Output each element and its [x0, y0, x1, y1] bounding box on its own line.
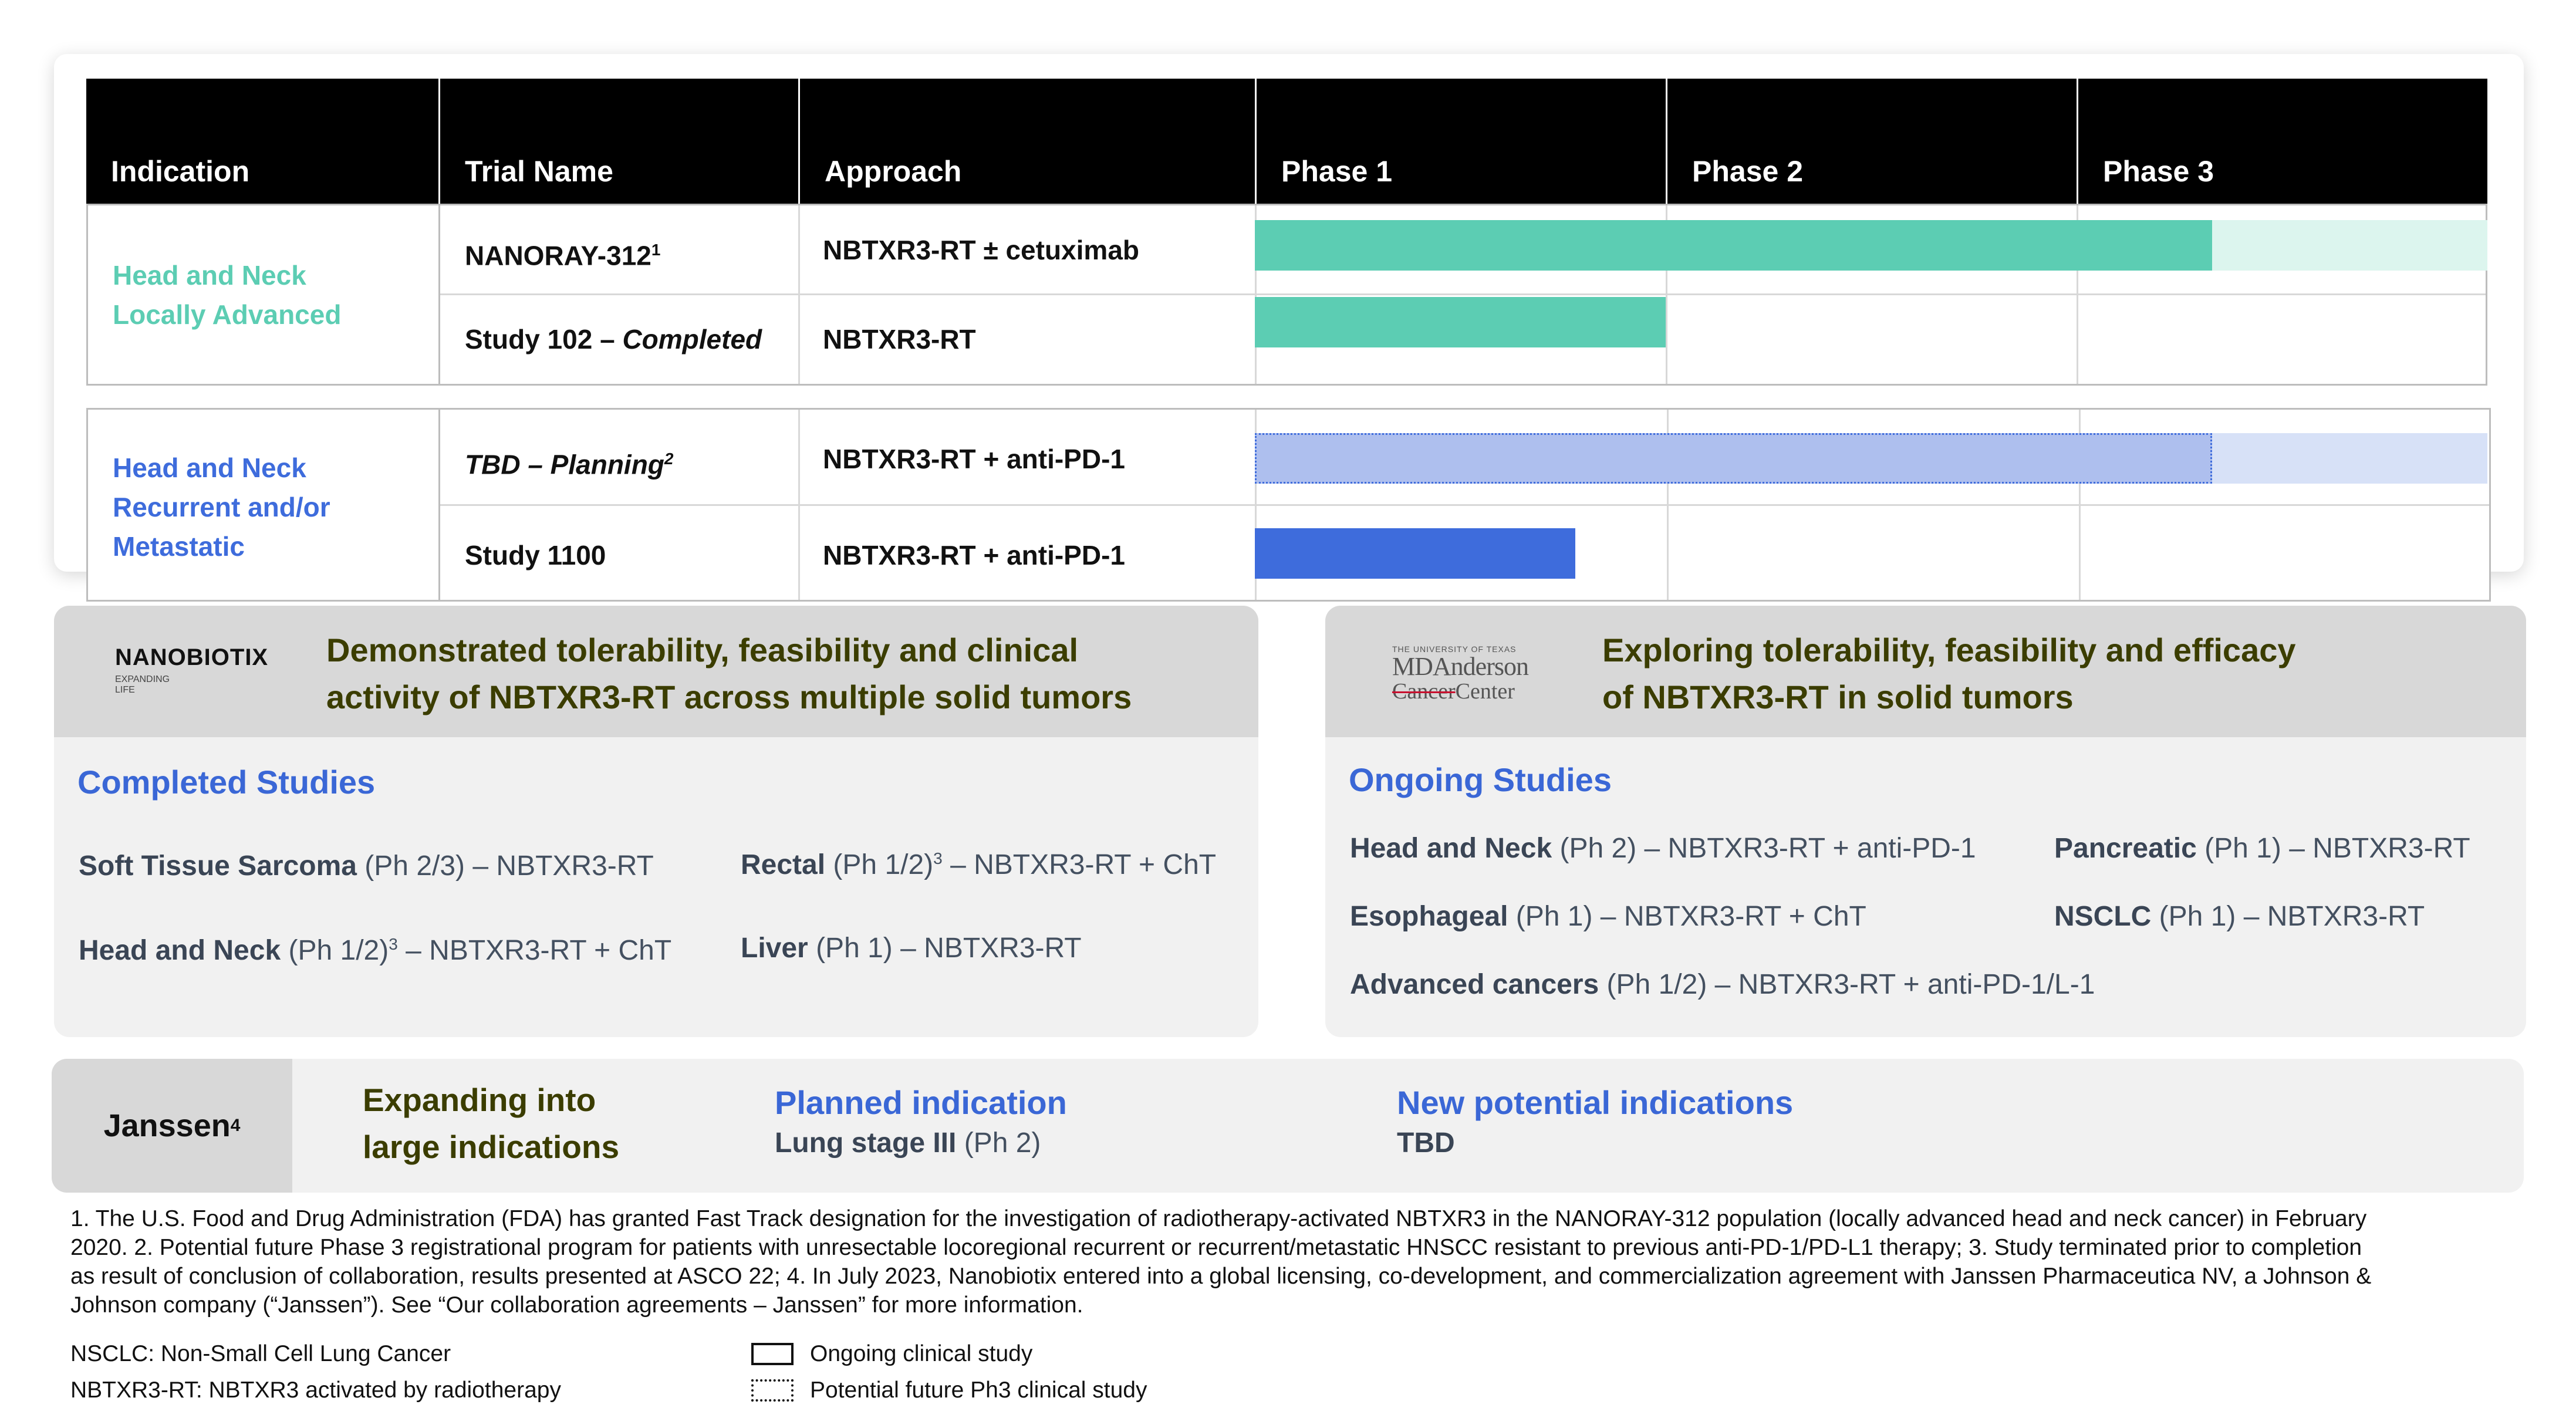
legend-solid-box-icon [751, 1343, 794, 1365]
indication-locally-advanced: Head and Neck Locally Advanced [113, 260, 342, 330]
trial-study-1100: Study 1100 [465, 540, 606, 570]
header-approach: Approach [825, 155, 962, 188]
bar-completed [1255, 297, 1666, 347]
indication-recurrent-metastatic: Head and Neck Recurrent and/or Metastatic [113, 453, 330, 562]
glossary-nbtxr3-rt: NBTXR3-RT: NBTXR3 activated by radiotherapy [70, 1378, 561, 1403]
planned-indication-title: Planned indication [775, 1084, 1067, 1121]
bar-potential-extension [2212, 433, 2487, 484]
bar-potential [1255, 433, 2212, 484]
planned-indication-value: Lung stage III (Ph 2) [775, 1127, 1041, 1159]
new-potential-indications-value: TBD [1397, 1127, 1455, 1159]
header-phase-2: Phase 2 [1692, 155, 1804, 188]
trial-tbd-planning: TBD – Planning$^2$ [465, 449, 674, 480]
legend-dotted-box-icon [751, 1379, 794, 1402]
header-trial-name: Trial Name [465, 155, 613, 188]
nanobiotix-headline: Demonstrated tolerability, feasibility and clinical activity of NBTXR3-RT across multiple solid tumors [326, 632, 1132, 715]
ongoing-studies-title: Ongoing Studies [1349, 761, 1612, 798]
header-phase-1: Phase 1 [1281, 155, 1393, 188]
study-soft-tissue-sarcoma: Soft Tissue Sarcoma (Ph 2/3) – NBTXR3-RT [79, 850, 654, 882]
study-advanced-cancers: Advanced cancers (Ph 1/2) – NBTXR3-RT + anti-PD-1/L-1 [1350, 969, 2095, 1000]
study-pancreatic: Pancreatic (Ph 1) – NBTXR3-RT [2054, 833, 2470, 864]
bar-ongoing [1255, 220, 2212, 271]
approach-tbd-planning: NBTXR3-RT + anti-PD-1 [823, 444, 1125, 474]
new-potential-indications-title: New potential indications [1397, 1084, 1794, 1121]
header-phase-3: Phase 3 [2103, 155, 2214, 188]
header-indication: Indication [111, 155, 250, 188]
janssen-label: Janssen 4 [52, 1059, 292, 1193]
footnotes: 1. The U.S. Food and Drug Administration (FDA) has granted Fast Track designation for the investigation of radiotherapy-activated NBTXR3 in the NANORAY-312 population (locally advanced head and neck cancer) in February 2020. 2. Potential future Phase 3 registrational program for patients with unresectable locoregional recurrent or recurrent/metastatic HNSCC resistant to previous anti-PD-1/PD-L1 therapy; 3. Study terminated prior to completion as result of conclusion of collaboration, results presented at ASCO 22; 4. In July 2023, Nanobiotix entered into a global licensing, co-development, and commercialization agreement with Janssen Pharmaceutica NV, a Johnson & Johnson company (“Janssen”). See “Our collaboration agreements – Janssen” for more information. [70, 1206, 2372, 1318]
bar-potential-extension [2212, 220, 2487, 271]
trial-study-102: Study 102 – Completed [465, 324, 762, 354]
approach-study-1100: NBTXR3-RT + anti-PD-1 [823, 540, 1125, 570]
nanobiotix-logo: NANOBIOTIX EXPANDING LIFE [115, 644, 269, 695]
janssen-tagline: Expanding into large indications [363, 1082, 620, 1165]
glossary [70, 1336, 561, 1409]
bar-ongoing [1255, 528, 1575, 579]
nanobiotix-panel [54, 606, 1258, 1037]
completed-studies-title: Completed Studies [77, 764, 376, 801]
janssen-bar [52, 1059, 2524, 1193]
study-nsclc: NSCLC (Ph 1) – NBTXR3-RT [2054, 901, 2425, 932]
mdanderson-headline: Exploring tolerability, feasibility and efficacy of NBTXR3-RT in solid tumors [1602, 632, 2296, 715]
approach-study-102: NBTXR3-RT [823, 324, 976, 354]
mdanderson-panel [1325, 606, 2526, 1037]
pipeline-table [86, 54, 2490, 572]
approach-nanoray-312: NBTXR3-RT ± cetuximab [823, 235, 1139, 265]
mdanderson-logo: THE UNIVERSITY OF TEXAS MDAnderson CancerCenter [1392, 644, 1528, 704]
study-head-and-neck-ongoing: Head and Neck (Ph 2) – NBTXR3-RT + anti-PD-1 [1350, 833, 1976, 864]
study-liver: Liver (Ph 1) – NBTXR3-RT [741, 933, 1082, 964]
glossary-nsclc: NSCLC: Non-Small Cell Lung Cancer [70, 1341, 451, 1366]
study-head-and-neck-completed: Head and Neck (Ph 1/2)$^3$ – NBTXR3-RT + ChT [79, 935, 672, 966]
study-rectal: Rectal (Ph 1/2)$^3$ – NBTXR3-RT + ChT [741, 849, 1217, 880]
table-header [86, 79, 2487, 204]
study-esophageal: Esophageal (Ph 1) – NBTXR3-RT + ChT [1350, 901, 1866, 932]
trial-nanoray-312: NANORAY-$312^1$ [465, 240, 661, 271]
